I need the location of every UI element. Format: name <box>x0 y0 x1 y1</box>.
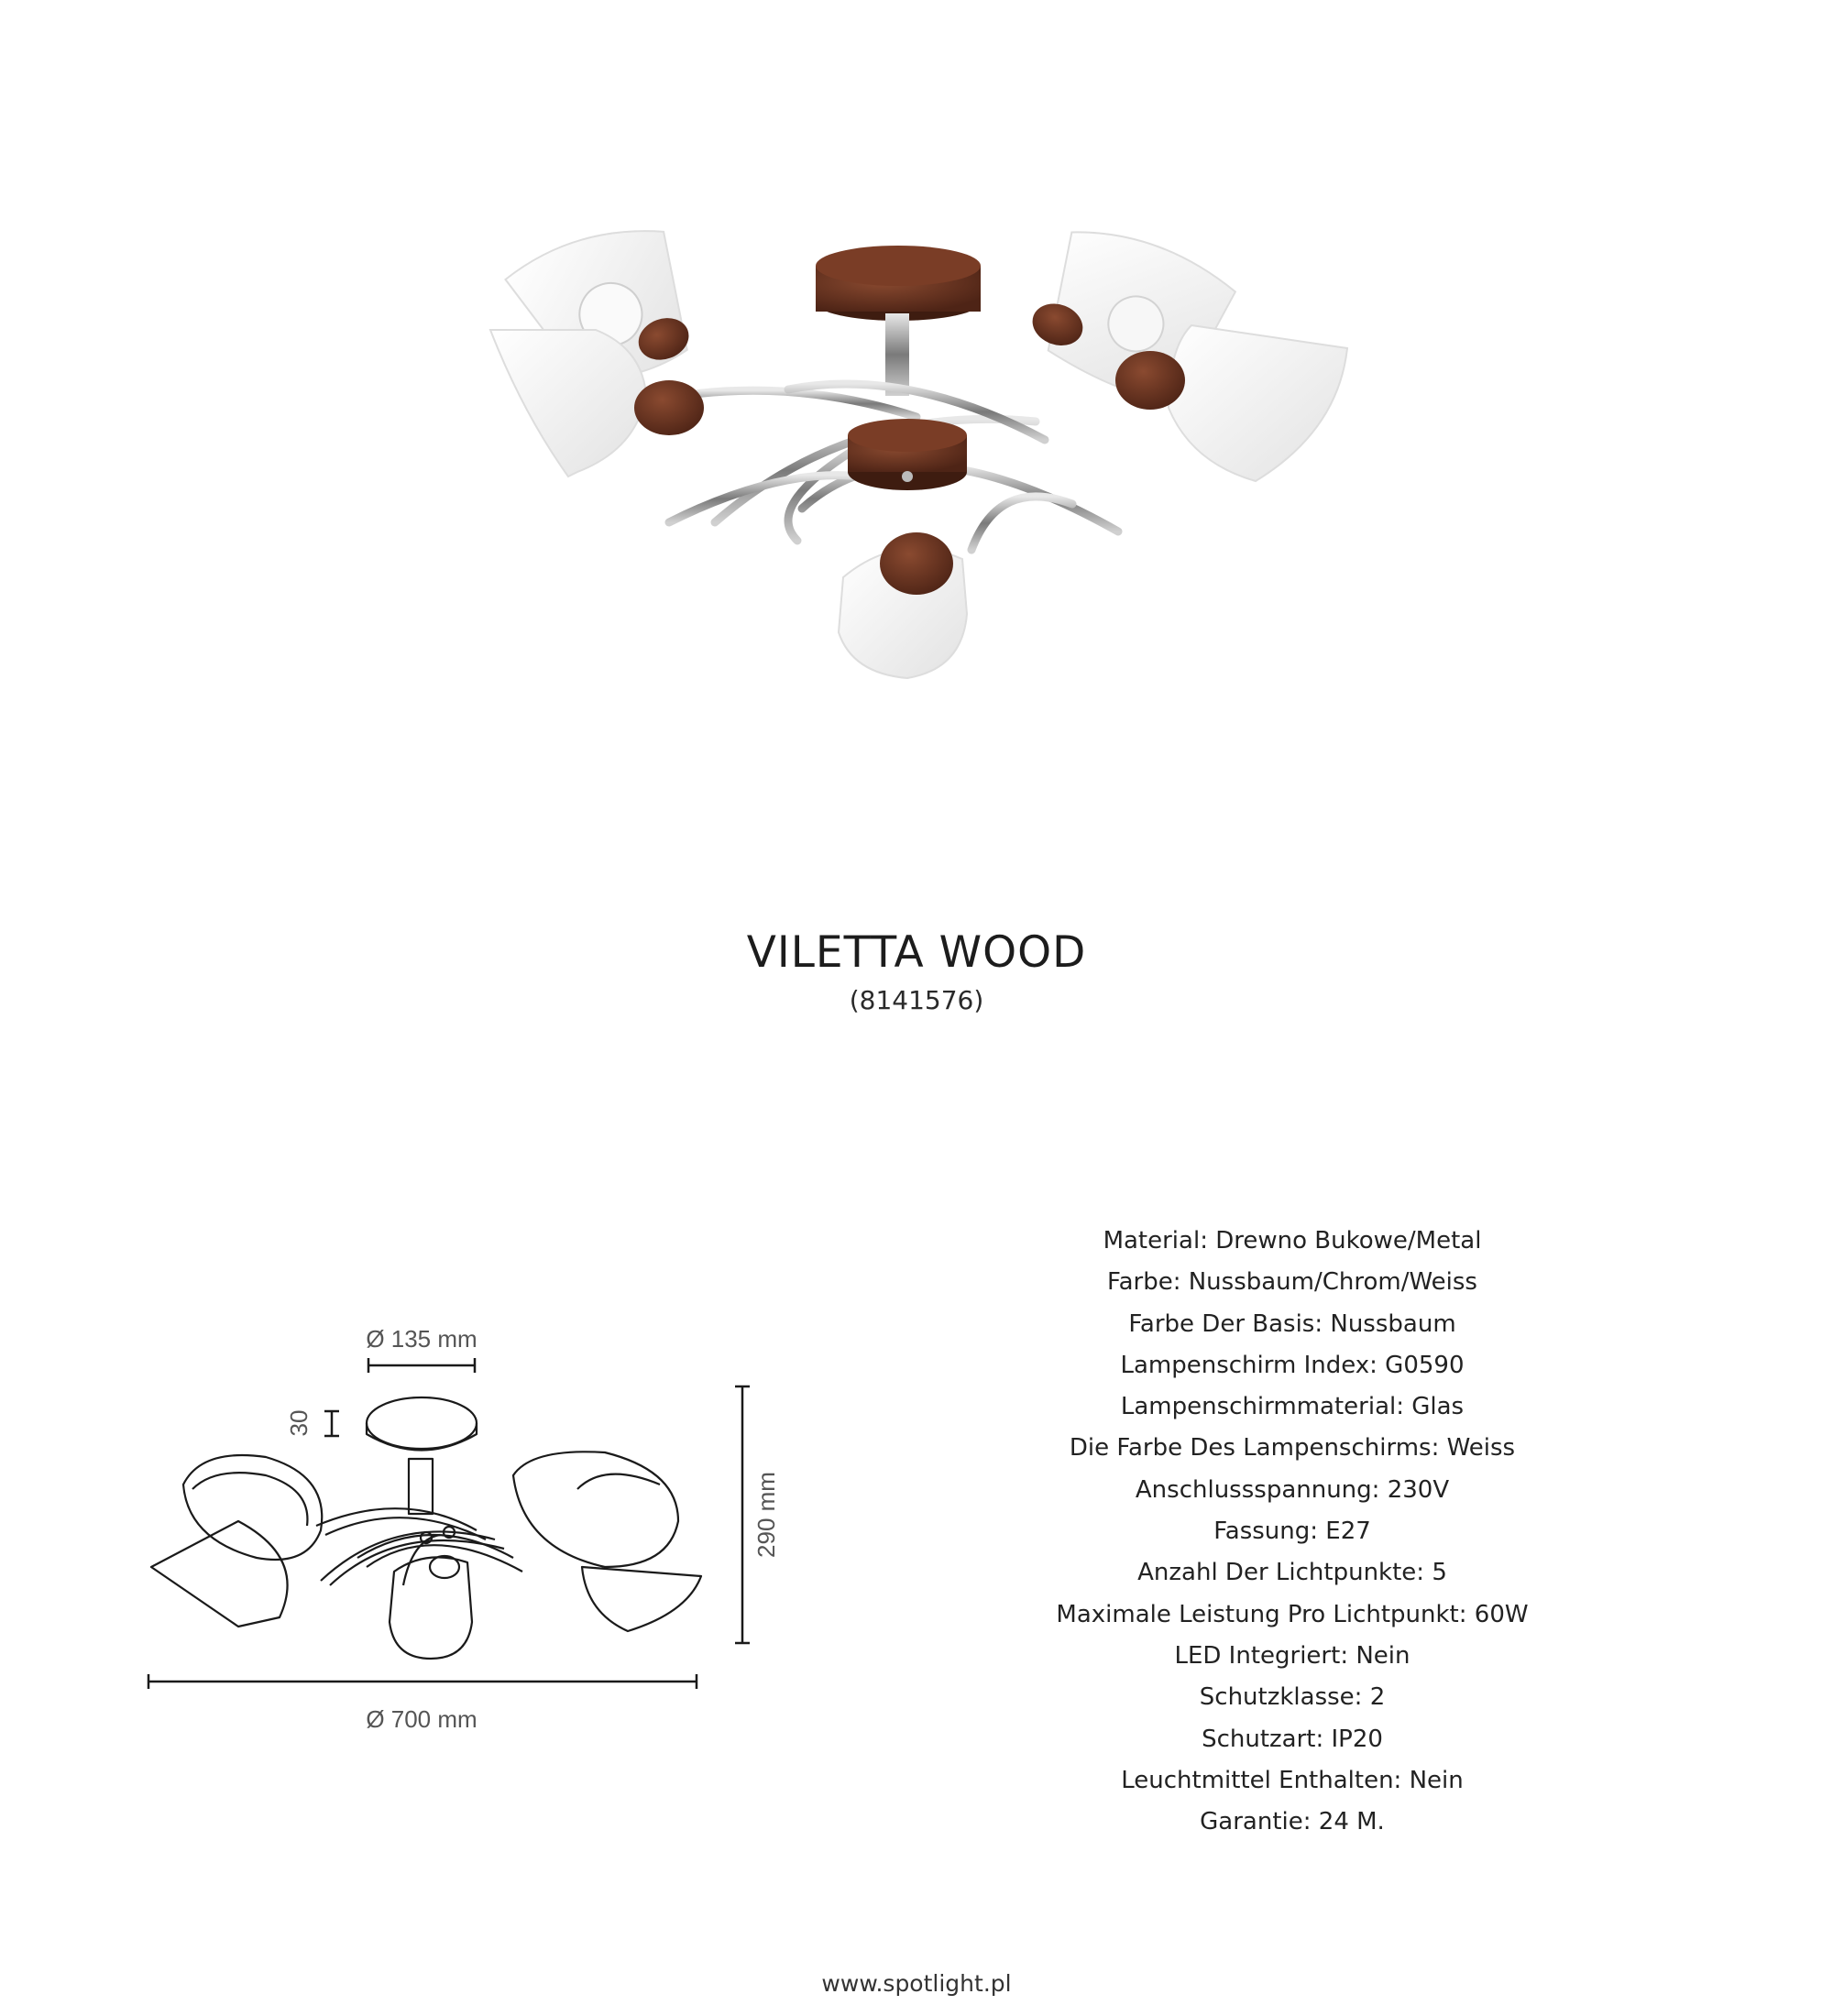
spec-shade-color: Die Farbe Des Lampenschirms: Weiss <box>1069 1434 1516 1463</box>
base-height-label: 30 <box>285 1409 313 1437</box>
spec-base-color: Farbe Der Basis: Nussbaum <box>1128 1309 1456 1338</box>
spec-ip-rating: Schutzart: IP20 <box>1202 1725 1383 1753</box>
product-photo <box>486 229 1366 706</box>
spec-light-points: Anzahl Der Lichtpunkte: 5 <box>1137 1559 1447 1587</box>
spec-led-integrated: LED Integriert: Nein <box>1174 1641 1410 1670</box>
spec-warranty: Garantie: 24 M. <box>1200 1808 1385 1836</box>
spec-protection-class: Schutzklasse: 2 <box>1199 1683 1386 1712</box>
product-name: VILETTA WOOD <box>746 927 1087 978</box>
spec-voltage: Anschlussspannung: 230V <box>1135 1475 1450 1504</box>
spec-max-power: Maximale Leistung Pro Lichtpunkt: 60W <box>1056 1600 1529 1628</box>
spec-shade-material: Lampenschirmmaterial: Glas <box>1120 1393 1465 1421</box>
specifications-list <box>1008 1221 1576 1843</box>
spec-material: Material: Drewno Bukowe/Metal <box>1103 1227 1482 1255</box>
base-diameter-label: Ø 135 mm <box>366 1325 477 1353</box>
spec-socket: Fassung: E27 <box>1213 1517 1371 1546</box>
total-diameter-label: Ø 700 mm <box>366 1705 477 1733</box>
spec-shade-index: Lampenschirm Index: G0590 <box>1120 1351 1465 1379</box>
product-code: (8141576) <box>849 985 984 1015</box>
spec-bulbs-included: Leuchtmittel Enthalten: Nein <box>1121 1766 1464 1794</box>
dimension-drawing <box>128 1292 825 1750</box>
total-height-label: 290 mm <box>752 1472 780 1558</box>
spec-color: Farbe: Nussbaum/Chrom/Weiss <box>1107 1268 1477 1297</box>
website-url[interactable]: www.spotlight.pl <box>821 1970 1012 1997</box>
title-block <box>0 926 1833 1019</box>
